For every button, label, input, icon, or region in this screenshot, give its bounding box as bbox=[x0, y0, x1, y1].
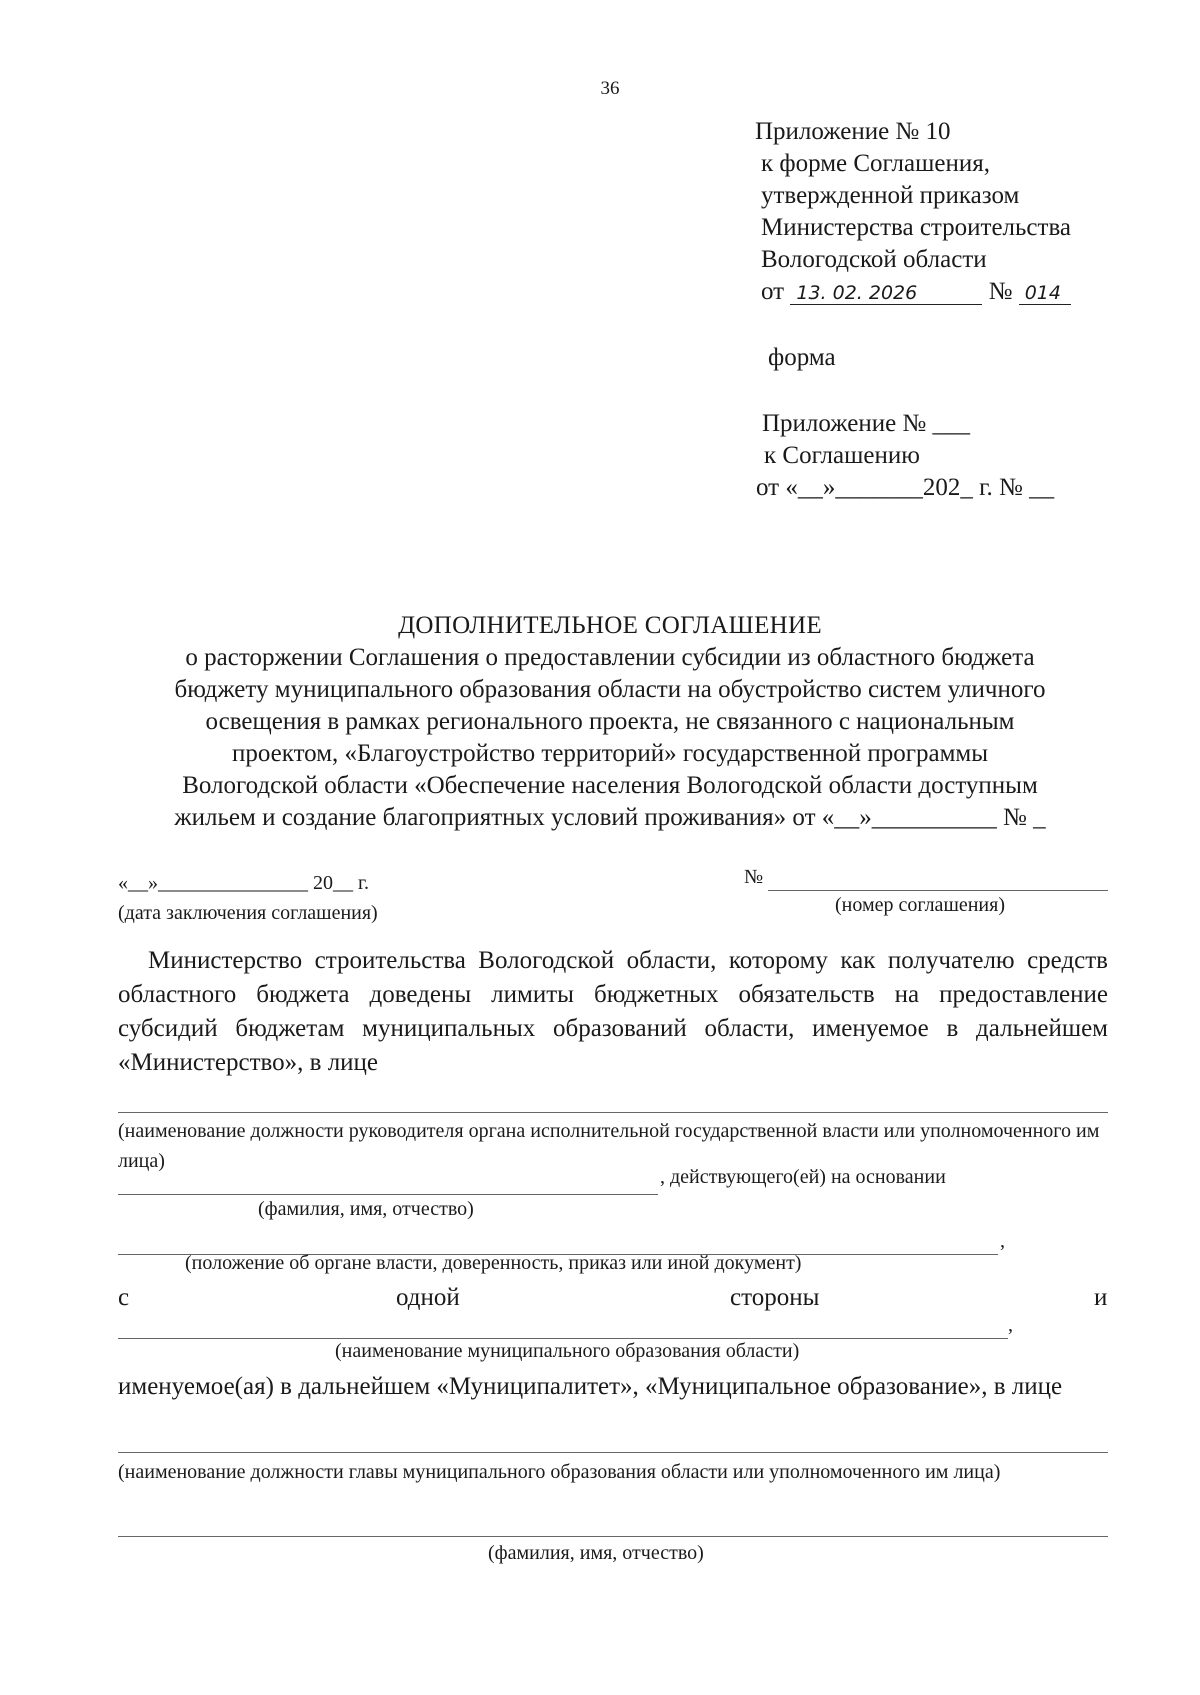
appendix-line-3: утвержденной приказом bbox=[761, 182, 1020, 209]
attachment-line-2: к Соглашению bbox=[764, 442, 920, 469]
head-position-caption: (наименование должности главы муниципального образования области или уполномоченного им лица) bbox=[118, 1461, 1001, 1483]
attachment-header bbox=[756, 408, 1055, 504]
appendix-line-5: Вологодской области bbox=[761, 246, 987, 273]
side-s: с bbox=[118, 1284, 130, 1311]
fio-line bbox=[118, 1194, 658, 1195]
appendix-line-1: Приложение № 10 bbox=[755, 118, 951, 145]
title-line-4: проектом, «Благоустройство территорий» государственной программы bbox=[231, 740, 989, 767]
agreement-number-prefix: № bbox=[744, 866, 764, 888]
agreement-number-caption: (номер соглашения) bbox=[835, 894, 1005, 916]
document-title-block bbox=[110, 610, 1110, 834]
acting-basis-text: , действующего(ей) на основании bbox=[660, 1166, 946, 1188]
title-line-3: освещения в рамках регионального проекта, не связанного с национальным bbox=[205, 708, 1015, 735]
position-caption: (наименование должности руководителя органа исполнительной государственной власти или уполномоченного им лица) bbox=[118, 1120, 1100, 1172]
fio-caption: (фамилия, имя, отчество) bbox=[258, 1198, 474, 1220]
document-caption: (положение об органе власти, доверенность, приказ или иной документ) bbox=[185, 1252, 802, 1274]
title-line-6: жильем и создание благоприятных условий проживания» от «__»__________ № _ bbox=[174, 804, 1046, 831]
appendix-line-4: Министерства строительства bbox=[761, 214, 1072, 241]
attachment-line-1: Приложение № ___ bbox=[762, 410, 971, 437]
side-and: и bbox=[1094, 1284, 1108, 1311]
appendix-line-2: к форме Соглашения, bbox=[761, 150, 990, 177]
title-line-5: Вологодской области «Обеспечение населения Вологодской области доступным bbox=[182, 772, 1038, 799]
intro-paragraph: Министерство строительства Вологодской области, которому как получателю средств областного бюджета доведены лимиты бюджетных обязательств на предоставление субсидий бюджетам муниципальных образований области, именуемое в дальнейшем «Министерство», в лице bbox=[118, 947, 1108, 1076]
fio2-line bbox=[118, 1536, 1108, 1537]
title-line-2: бюджету муниципального образования области на обустройство систем уличного bbox=[174, 676, 1046, 703]
attachment-line-3: от «__»_______202_ г. № __ bbox=[756, 474, 1055, 501]
municipality-caption: (наименование муниципального образования области) bbox=[335, 1340, 800, 1362]
document-title: ДОПОЛНИТЕЛЬНОЕ СОГЛАШЕНИЕ bbox=[398, 612, 822, 639]
agreement-number-line bbox=[768, 890, 1108, 891]
head-position-line bbox=[118, 1452, 1108, 1453]
agreement-date-caption: (дата заключения соглашения) bbox=[118, 902, 378, 924]
municipality-line bbox=[118, 1338, 1008, 1339]
appendix-date-prefix: от bbox=[761, 278, 785, 305]
appendix-header bbox=[755, 116, 1071, 308]
document-line-comma: , bbox=[1000, 1230, 1005, 1252]
title-line-1: о расторжении Соглашения о предоставлении субсидии из областного бюджета bbox=[185, 644, 1035, 671]
appendix-date-line bbox=[755, 276, 1071, 308]
side-one: одной bbox=[396, 1284, 460, 1311]
side-side: стороны bbox=[730, 1284, 820, 1311]
municipality-line-comma: , bbox=[1008, 1314, 1013, 1336]
position-line bbox=[118, 1112, 1108, 1113]
fio2-caption: (фамилия, имя, отчество) bbox=[488, 1542, 704, 1564]
named-municipality-paragraph: именуемое(ая) в дальнейшем «Муниципалитет», «Муниципальное образование», в лице bbox=[118, 1373, 1063, 1400]
appendix-number-prefix: № bbox=[988, 278, 1013, 305]
appendix-handwritten-date: 13. 02. 2026 bbox=[790, 282, 982, 305]
agreement-date-field: «__»_______________ 20__ г. bbox=[118, 872, 369, 894]
page-number: 36 bbox=[600, 78, 620, 99]
appendix-handwritten-number: 014 bbox=[1019, 282, 1071, 305]
form-label: форма bbox=[768, 344, 836, 371]
